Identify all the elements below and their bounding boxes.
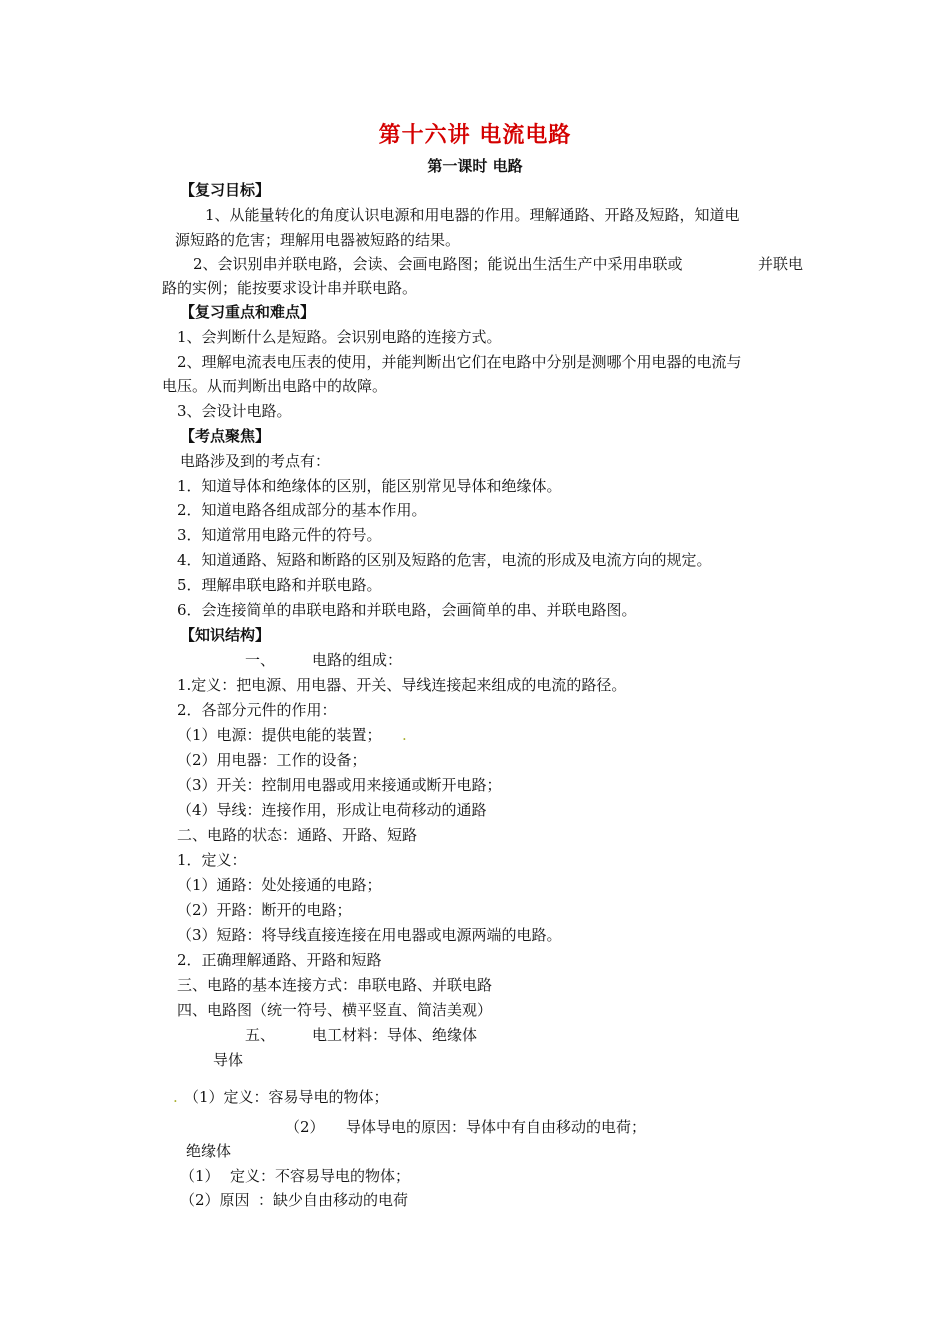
outline-heading: 三、电路的基本连接方式：串联电路、并联电路 — [177, 976, 493, 994]
paragraph-line: 1.定义：把电源、用电器、开关、导线连接起来组成的电流的路径。 — [177, 676, 627, 694]
outline-number: 五、 — [245, 1026, 276, 1044]
list-item: 1．知道导体和绝缘体的区别，能区别常见导体和绝缘体。 — [177, 477, 562, 495]
list-item: 2．知道电路各组成部分的基本作用。 — [177, 501, 427, 519]
outline-heading: 四、电路图（统一符号、横平竖直、简洁美观） — [177, 1001, 493, 1019]
lesson-subtitle: 第一课时 电路 — [427, 157, 523, 175]
list-item: 导体导电的原因：导体中有自由移动的电荷； — [346, 1118, 647, 1136]
paragraph-line: 2．正确理解通路、开路和短路 — [177, 951, 382, 969]
outline-number: 一、 — [245, 651, 276, 669]
list-item: 4．知道通路、短路和断路的区别及短路的危害，电流的形成及电流方向的规定。 — [177, 551, 712, 569]
list-number: （1） — [180, 1167, 220, 1185]
sub-heading: 绝缘体 — [186, 1142, 232, 1160]
paragraph-line: 1、会判断什么是短路。会识别电路的连接方式。 — [177, 328, 502, 346]
outline-heading: 二、电路的状态：通路、开路、短路 — [177, 826, 418, 844]
paragraph-line: 1．定义： — [177, 851, 247, 869]
list-item: （3）短路：将导线直接连接在用电器或电源两端的电路。 — [177, 926, 562, 944]
list-item: 5．理解串联电路和并联电路。 — [177, 576, 382, 594]
paragraph-line: 源短路的危害；理解用电器被短路的结果。 — [175, 231, 461, 249]
paragraph-line: 电压。从而判断出电路中的故障。 — [162, 377, 388, 395]
paragraph-line: 2．各部分元件的作用： — [177, 701, 337, 719]
section-heading: 【知识结构】 — [180, 626, 271, 644]
outline-heading: 电路的组成： — [312, 651, 403, 669]
paragraph-line: 电路涉及到的考点有： — [180, 452, 331, 470]
outline-heading: 电工材料：导体、绝缘体 — [312, 1026, 478, 1044]
list-item: （4）导线：连接作用，形成让电荷移动的通路 — [177, 801, 487, 819]
section-heading: 【复习重点和难点】 — [180, 303, 316, 321]
paragraph-line: 1、从能量转化的角度认识电源和用电器的作用。理解通路、开路及短路，知道电 — [205, 206, 740, 224]
section-heading: 【复习目标】 — [180, 181, 271, 199]
paragraph-line: 3、会设计电路。 — [177, 402, 292, 420]
sub-heading: 导体 — [213, 1051, 244, 1069]
paragraph-line: 路的实例；能按要求设计串并联电路。 — [162, 279, 418, 297]
list-item: （2）开路：断开的电路； — [177, 901, 352, 919]
lecture-title: 第十六讲 电流电路 — [378, 123, 572, 148]
list-item: （1）电源：提供电能的装置； — [177, 726, 382, 744]
paragraph-line: 并联电 — [758, 255, 804, 273]
list-item: 6．会连接简单的串联电路和并联电路，会画简单的串、并联电路图。 — [177, 601, 637, 619]
stray-dot: . — [402, 726, 407, 744]
list-item: 定义：不容易导电的物体； — [230, 1167, 411, 1185]
list-item: （3）开关：控制用电器或用来接通或断开电路； — [177, 776, 502, 794]
list-number: （2） — [285, 1118, 325, 1136]
section-heading: 【考点聚焦】 — [180, 427, 271, 445]
list-item: （1）定义：容易导电的物体； — [184, 1088, 389, 1106]
paragraph-line: 2、会识别串并联电路，会读、会画电路图；能说出生活生产中采用串联或 — [193, 255, 683, 273]
list-item: （2）原因 — [180, 1191, 250, 1209]
paragraph-line: 2、理解电流表电压表的使用，并能判断出它们在电路中分别是测哪个用电器的电流与 — [177, 353, 742, 371]
list-item: （2）用电器：工作的设备； — [177, 751, 367, 769]
stray-dot: . — [173, 1088, 178, 1106]
list-item: （1）通路：处处接通的电路； — [177, 876, 382, 894]
list-item: ：缺少自由移动的电荷 — [258, 1191, 409, 1209]
list-item: 3．知道常用电路元件的符号。 — [177, 526, 382, 544]
